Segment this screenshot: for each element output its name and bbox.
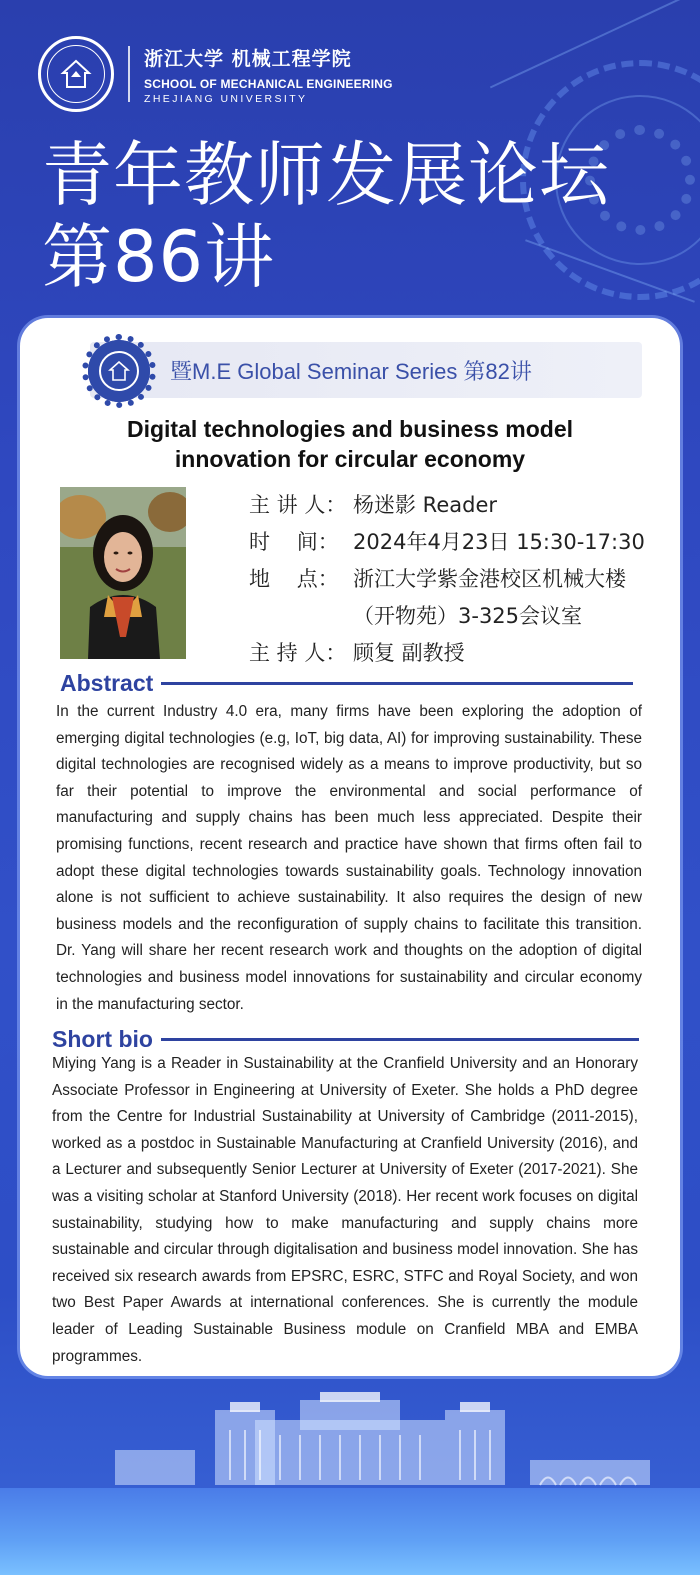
info-host <box>249 633 645 670</box>
university-name: ZHEJIANG UNIVERSITY <box>144 92 308 105</box>
info-value: 2024年4月23日 15:30-17:30 <box>353 529 645 554</box>
info-place-cont <box>249 596 645 633</box>
forum-lecture-number: 第86讲 <box>42 216 276 298</box>
info-label: 时 间： <box>249 529 339 554</box>
info-speaker <box>249 485 645 522</box>
abstract-text: In the current Industry 4.0 era, many firms have been exploring the adoption of emerging digital technologies (e.g, IoT, big data, AI) for improving sustainability. These digital technologies are recognised widely as a means to improve productivity, but so far their potential to improve the environmental and social performance of manufacturing and supply chains has been much less appreciated. Despite their promising functions, recent research and practice have shown that firms often fail to adopt these digital technologies towards sustainability goals. Technology innovation alone is not sufficient to achieve sustainability. It also requires the design of new business models and the reconfiguration of supply chains to facilitate this transition. Dr. Yang will share her recent research work and thoughts on the adoption of digital technologies and business model innovations for sustainability and circular economy in the manufacturing sector. <box>56 703 642 1013</box>
info-place <box>249 559 645 596</box>
info-label: 主 持 人： <box>249 640 347 665</box>
series-banner <box>90 342 642 398</box>
section-rule <box>161 682 633 685</box>
header-divider <box>128 46 130 102</box>
bio-heading <box>52 1026 639 1053</box>
me-gear-logo-icon <box>88 340 150 402</box>
info-time <box>249 522 645 559</box>
ground-plaza <box>0 1488 700 1575</box>
school-name-cn: 浙江大学 机械工程学院 <box>144 47 352 70</box>
info-value: （开物苑）3-325会议室 <box>353 603 583 628</box>
series-label: 暨M.E Global Seminar Series 第82讲 <box>170 358 532 384</box>
section-heading: Abstract <box>60 670 154 696</box>
seminar-card <box>20 318 680 1376</box>
info-label: 主 讲 人： <box>249 492 347 517</box>
abstract-heading <box>60 670 633 697</box>
info-value: 顾复 副教授 <box>353 640 465 665</box>
talk-title-line: innovation for circular economy <box>174 446 526 472</box>
forum-title: 青年教师发展论坛 <box>42 134 610 216</box>
bio-text: Miying Yang is a Reader in Sustainability at the Cranfield University and an Honorary Associate Professor in Engineering at University of Exeter. She holds a PhD degree from the Centre for Industrial Sustainability at University of Cambridge (2011-2015), worked as a postdoc in Sustainable Manufacturing at Cranfield University (2016), and a Lecturer and subsequently Senior Lecturer at University of Exeter (2017-2021). She was a visiting scholar at Stanford University (2018). Her recent work focuses on digital sustainability, studying how to make manufacturing and supply chains more sustainable and circular through digitalisation and business model innovation. She has received six research awards from EPSRC, ESRC, STFC and Royal Society, and won two Best Paper Awards at international conferences. She is currently the module leader of Leading Sustainable Business module on Cranfield MBA and EMBA programmes. <box>52 1055 638 1365</box>
info-value: 杨迷影 Reader <box>353 492 497 517</box>
info-value: 浙江大学紫金港校区机械大楼 <box>353 566 626 591</box>
school-name-en: SCHOOL OF MECHANICAL ENGINEERING <box>144 76 393 91</box>
school-header <box>38 36 393 112</box>
section-heading: Short bio <box>52 1026 153 1052</box>
seminar-info <box>249 485 645 670</box>
section-rule <box>161 1038 639 1041</box>
talk-title-line: Digital technologies and business model <box>126 416 574 442</box>
speaker-photo <box>60 487 186 659</box>
talk-title <box>20 414 680 474</box>
info-label: 地 点： <box>249 566 339 591</box>
zju-seal-icon <box>38 36 114 112</box>
